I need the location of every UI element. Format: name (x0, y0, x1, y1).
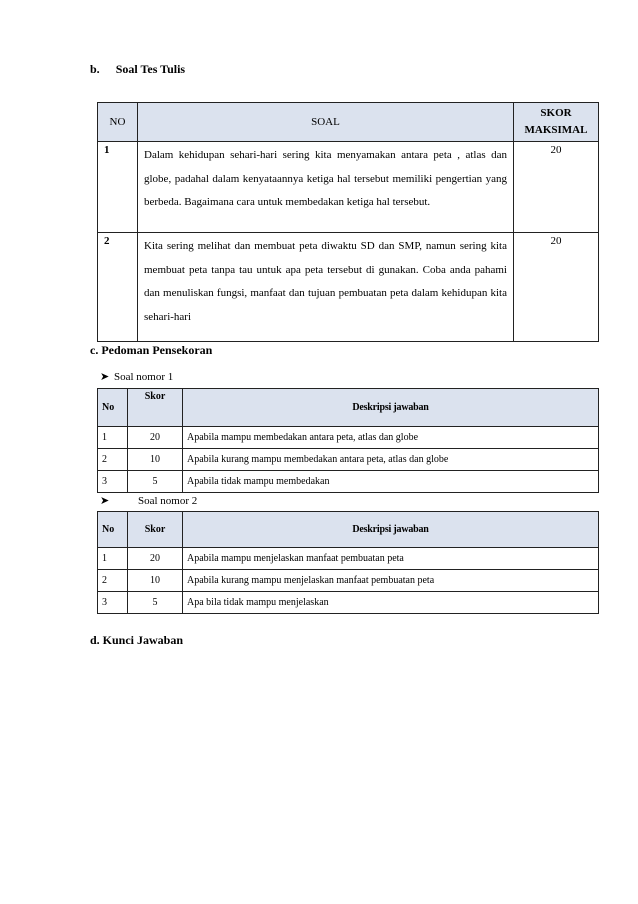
header-no: No (98, 512, 128, 548)
row-score: 20 (514, 142, 599, 233)
row-deskripsi: Apabila tidak mampu membedakan (183, 471, 599, 493)
row-skor: 10 (128, 570, 183, 592)
table-row (98, 142, 599, 233)
table-row (98, 233, 599, 342)
header-skor-maksimal: SKOR MAKSIMAL (514, 103, 599, 142)
row-deskripsi: Apabila kurang mampu membedakan antara peta, atlas dan globe (183, 449, 599, 471)
bullet-label: Soal nomor 1 (114, 371, 174, 383)
row-deskripsi: Apabila mampu membedakan antara peta, atlas dan globe (183, 427, 599, 449)
soal-table (97, 102, 599, 342)
header-no: No (98, 389, 128, 427)
table-row (98, 427, 599, 449)
row-deskripsi: Apabila kurang mampu menjelaskan manfaat pembuatan peta (183, 570, 599, 592)
row-skor: 5 (128, 471, 183, 493)
table-row (98, 592, 599, 614)
header-soal: SOAL (138, 103, 514, 142)
header-deskripsi: Deskripsi jawaban (183, 512, 599, 548)
table-row (98, 548, 599, 570)
row-deskripsi: Apabila mampu menjelaskan manfaat pembuatan peta (183, 548, 599, 570)
header-skor: Skor (128, 512, 183, 548)
pedoman-table-1 (97, 388, 599, 493)
row-no: 1 (98, 548, 128, 570)
arrow-bullet-icon: ➤ (100, 495, 110, 507)
section-b-letter: b. (90, 62, 100, 76)
section-c-heading: c. Pedoman Pensekoran (90, 343, 213, 357)
bullet-label: Soal nomor 2 (138, 495, 198, 507)
bullet-soal-2 (100, 494, 197, 507)
row-no: 2 (98, 233, 138, 342)
row-no: 3 (98, 592, 128, 614)
row-no: 1 (98, 427, 128, 449)
section-b-heading (90, 62, 185, 77)
row-skor: 20 (128, 427, 183, 449)
header-skor: Skor (128, 389, 183, 427)
section-d-heading: d. Kunci Jawaban (90, 633, 184, 647)
row-question: Dalam kehidupan sehari-hari sering kita menyamakan antara peta , atlas dan globe, padahal dalam kenyataannya ketiga hal tersebut memiliki pengertian yang berbeda. Bagaimana cara untuk membedakan ketiga hal tersebut. (138, 142, 514, 233)
row-skor: 5 (128, 592, 183, 614)
row-skor: 20 (128, 548, 183, 570)
pedoman-table-header (98, 512, 599, 548)
table-row (98, 471, 599, 493)
arrow-bullet-icon: ➤ (100, 371, 110, 383)
row-no: 2 (98, 449, 128, 471)
pedoman-table-2 (97, 511, 599, 614)
row-question: Kita sering melihat dan membuat peta diwaktu SD dan SMP, namun sering kita membuat peta tanpa tau untuk apa peta tersebut di gunakan. Coba anda pahami dan menuliskan fungsi, manfaat dan tujuan pembuatan peta dalam kehidupan kita sehari-hari (138, 233, 514, 342)
row-score: 20 (514, 233, 599, 342)
row-skor: 10 (128, 449, 183, 471)
pedoman-table-header (98, 389, 599, 427)
row-no: 3 (98, 471, 128, 493)
row-deskripsi: Apa bila tidak mampu menjelaskan (183, 592, 599, 614)
section-b-title: Soal Tes Tulis (115, 62, 186, 76)
row-no: 2 (98, 570, 128, 592)
table-row (98, 570, 599, 592)
header-deskripsi: Deskripsi jawaban (183, 389, 599, 427)
table-row (98, 449, 599, 471)
header-no: NO (98, 103, 138, 142)
soal-table-header (98, 103, 599, 142)
row-no: 1 (98, 142, 138, 233)
bullet-soal-1 (100, 370, 173, 383)
